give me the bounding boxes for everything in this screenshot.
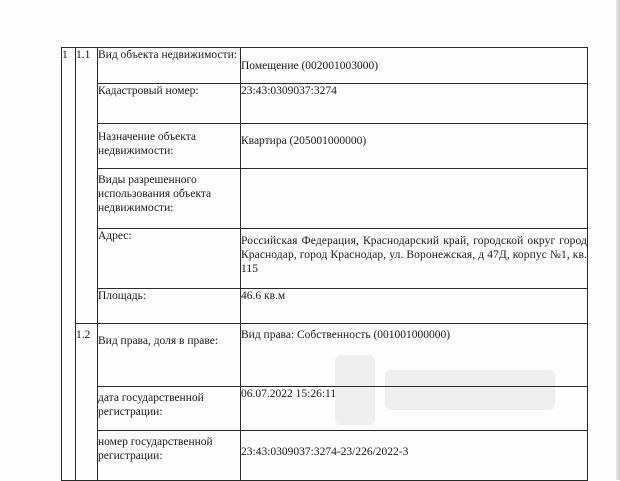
table-row	[62, 48, 588, 84]
subsection-number: 1.1	[76, 48, 98, 324]
row-label: Виды разрешенного использования объекта недвижимости:	[98, 169, 241, 229]
row-value	[241, 169, 588, 229]
row-value: 23:43:0309037:3274-23/226/2022-3	[241, 431, 588, 481]
table-row	[62, 289, 588, 324]
address-value: Российская Федерация, Краснодарский край, городской округ город Краснодар, город Краснодар, ул. Воронежская, д 47Д, корпус №1, кв. 115	[241, 229, 588, 289]
row-label: Кадастровый номер:	[98, 84, 241, 124]
row-label: Адрес:	[98, 229, 241, 289]
row-label: Площадь:	[98, 289, 241, 324]
property-info-table	[61, 47, 588, 481]
subsection-number: 1.2	[76, 324, 98, 481]
table-row	[62, 324, 588, 387]
page-edge-shadow	[616, 0, 620, 480]
row-value: 06.07.2022 15:26:11	[241, 387, 588, 431]
row-value: Помещение (002001003000)	[241, 48, 588, 84]
table-row	[62, 229, 588, 289]
row-label: номер государственной регистрации:	[98, 431, 241, 481]
section-number: 1	[62, 48, 76, 481]
table-row	[62, 84, 588, 124]
row-value: Вид права: Собственность (001001000000)	[241, 324, 588, 387]
row-label: Вид объекта недвижимости:	[98, 48, 241, 84]
table-row	[62, 431, 588, 481]
row-label: дата государственной регистрации:	[98, 387, 241, 431]
table-row	[62, 387, 588, 431]
table-row	[62, 169, 588, 229]
row-value: 23:43:0309037:3274	[241, 84, 588, 124]
row-label: Назначение объекта недвижимости:	[98, 124, 241, 169]
row-label: Вид права, доля в праве:	[98, 324, 241, 387]
row-value: 46.6 кв.м	[241, 289, 588, 324]
row-value: Квартира (205001000000)	[241, 124, 588, 169]
table-row	[62, 124, 588, 169]
